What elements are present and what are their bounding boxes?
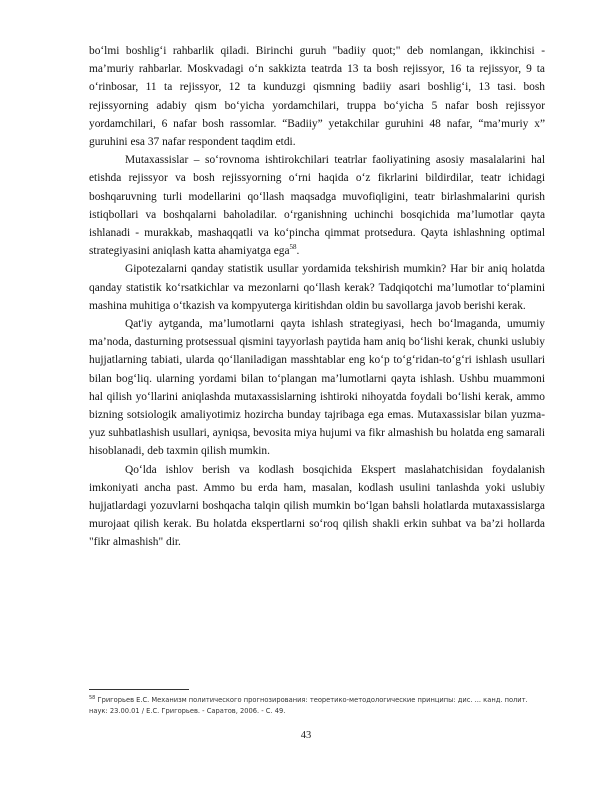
paragraph-2-text: Mutaxassislar – so‘rovnoma ishtirokchilari teatrlar faoliyatining asosiy masalalarini hal etishda rejissyor va bosh rejissyorning o‘rni haqida o‘z fikrlarini bildirdilar, teatr ichidagi boshqaruvning turli modellarini qo‘llash maqsadga muvofiqligini, teatr birlashmalarini qurish istiqbollari va boshqalarni baholadilar. o‘rganishning uchinchi bosqichida ma’lumotlar qayta ishlanadi - murakkab, mashaqqatli va ko‘pincha qimmat protsedura. Qayta ishlashning optimal strategiyasini aniqlash katta ahamiyatga ega [89, 154, 545, 258]
footnote-reference[interactable]: 58 [289, 243, 297, 252]
paragraph-3: Gipotezalarni qanday statistik usullar yordamida tekshirish mumkin? Har bir aniq holatda qanday statistik ko‘rsatkichlar va mezonlarni qo‘llash kerak? Tadqiqotchi ma’lumotlar to‘plamini mashina muhitiga o‘tkazish va kompyuterga kiritishdan oldin bu savollarga javob berishi kerak. [89, 263, 545, 312]
document-body [89, 42, 545, 552]
footnote-text: Григорьев Е.С. Механизм политического прогнозирования: теоретико-методологические принципы: дис. ... канд. полит. наук: 23.00.01 / Е.С. Григорьев. - Саратов, 2006. - С. 49. [89, 696, 528, 716]
paragraph-4: Qat'iy aytganda, ma’lumotlarni qayta ishlash strategiyasi, hech bo‘lmaganda, umumiy ma’noda, dasturning protsessual qismini tayyorlash paytida ham aniq bo‘lishi kerak, chunki uslubiy hujjatlarning tabiati, ularda qo‘llaniladigan masshtablar eng ko‘p to‘g‘ridan-to‘g‘ri ishlash usullari bilan bog‘liq. ularning yordami bilan to‘plangan ma’lumotlarni qayta ishlash. Ushbu muammoni hal qilish yo‘llarini aniqlashda mutaxassislarning ishtiroki nihoyatda foydali bo‘lishi kerak, ammo bizning sotsiologik amaliyotimiz hozircha bunday tajribaga ega emas. Mutaxassislar bilan yuzma-yuz suhbatlashish usullari, ayniqsa, bevosita miya hujumi va fikr almashish bu holatda eng samarali hisoblanadi, deb taxmin qilish mumkin. [89, 318, 545, 458]
paragraph-2-end: . [296, 245, 300, 258]
paragraph-5: Qo‘lda ishlov berish va kodlash bosqichida Ekspert maslahatchisidan foydalanish imkoniyati ancha past. Ammo bu erda ham, masalan, kodlash usulini tanlashda yoki uslubiy hujjatlardagi yozuvlarni boshqacha talqin qilish mumkin bo‘lgan bahsli holatlarda mutaxassislarga murojaat qilish kerak. Bu holatda ekspertlarni so‘roq qilish shakli erkin suhbat va ba’zi hollarda "fikr almashish" dir. [89, 463, 545, 549]
footnote-divider [89, 689, 189, 690]
paragraph-1: bo‘lmi boshlig‘i rahbarlik qiladi. Birinchi guruh "badiiy quot;" deb nomlangan, ikkinchisi - ma’muriy rahbarlar. Moskvadagi o‘n sakkizta teatrda 13 ta bosh rejissyor, 16 ta rejissyor, 9 ta o‘rinbosar, 11 ta rejissyor, 12 ta kunduzgi qismning badiiy asari boshlig‘i, 13 tasi. bosh rejissyorning adabiy qism bo‘yicha yordamchilari, truppa bo‘yicha 5 nafar bosh rejissyor yordamchilari, 6 nafar bosh rassomlar. “Badiiy” yetakchilar guruhini 48 nafar, “ma’muriy x” guruhini esa 37 nafar respondent taqdim etdi. [89, 45, 545, 149]
footnote [89, 693, 545, 717]
page-number: 43 [300, 730, 312, 741]
paragraph-2 [89, 151, 545, 260]
footnote-number: 58 [89, 695, 96, 701]
